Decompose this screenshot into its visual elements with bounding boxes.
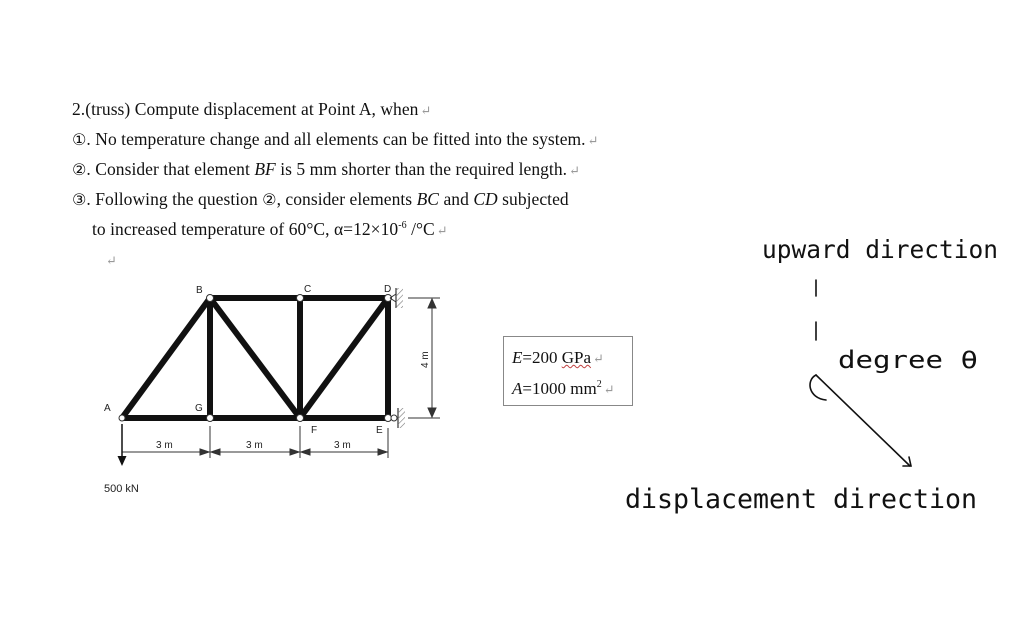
node-label-B: B [196, 285, 203, 296]
span-label-3: 3 m [334, 440, 351, 451]
empty-paragraph-mark: ↵ [106, 253, 117, 268]
circled-1: ① [72, 130, 87, 149]
node-label-A: A [104, 403, 111, 414]
upward-direction-note: upward direction [762, 235, 998, 264]
circled-2: ② [72, 160, 87, 179]
joint-G [207, 415, 214, 422]
node-label-F: F [311, 425, 318, 436]
span-label-1: 3 m [156, 440, 173, 451]
span-label-2: 3 m [246, 440, 263, 451]
area-row: A=1000 $mm^2$ ↵ [512, 379, 615, 398]
displacement-arrowhead-icon [903, 457, 911, 466]
node-label-E: E [376, 425, 383, 436]
angle-arc [810, 375, 826, 400]
condition-1: ①. No temperature change and all elements can be fitted into the system. ↵ [72, 129, 599, 149]
node-label-C: C [304, 284, 312, 295]
circled-3: ③ [72, 190, 87, 209]
support-E [391, 408, 405, 428]
member-BF [210, 298, 300, 418]
joint-F [297, 415, 304, 422]
joint-C [297, 295, 304, 302]
problem-title: 2.(truss) Compute displacement at Point A, when ↵ [72, 99, 432, 119]
load-arrow-icon [118, 424, 127, 466]
node-label-D: D [384, 284, 392, 295]
truss-diagram [90, 268, 460, 508]
displacement-arrow-shaft [816, 375, 910, 466]
handwritten-annotation [620, 228, 1010, 528]
height-label: 4 m [420, 351, 431, 368]
load-label: 500 kN [104, 483, 139, 495]
modulus-row: E=200 GPa ↵ [512, 348, 604, 367]
material-properties-box [503, 336, 633, 406]
node-label-G: G [195, 403, 203, 414]
joint-E [385, 415, 392, 422]
degree-theta-note: degree θ [838, 346, 978, 374]
joint-B [207, 295, 214, 302]
condition-2: ②. Consider that element BF is 5 mm shorter than the required length. ↵ [72, 159, 581, 179]
member-DF [300, 298, 388, 418]
condition-3: ③. Following the question ②, consider elements BC and CD subjected [72, 189, 569, 209]
joint-A [119, 415, 125, 421]
displacement-direction-note: displacement direction [625, 484, 977, 515]
condition-3-continued: to increased temperature of 60°C, $\alpha=12\times 10^{-6}$ /°C ↵ [92, 219, 448, 239]
truss-members [122, 298, 388, 418]
member-AB [122, 298, 210, 418]
